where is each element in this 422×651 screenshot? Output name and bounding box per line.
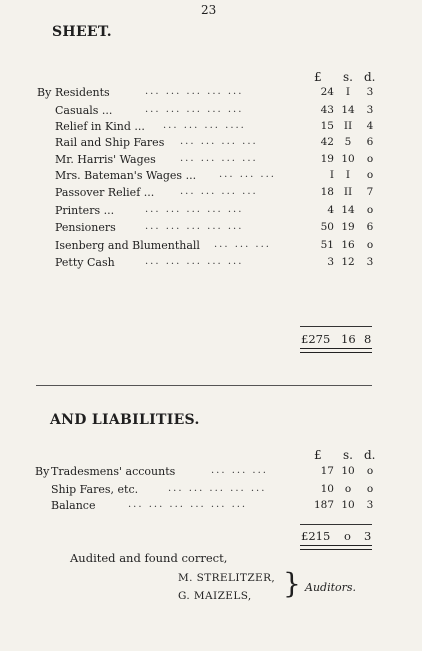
leader-dots: ... ... ... ... ... xyxy=(168,483,267,494)
shillings-value: 10 xyxy=(341,465,355,477)
pounds-value: 18 xyxy=(320,186,334,198)
shillings-value: 10 xyxy=(341,499,355,511)
by-prefix: By xyxy=(37,86,52,99)
pence-value: o xyxy=(366,153,374,165)
line-item-label: Rail and Ship Fares xyxy=(55,136,165,149)
shilling-header: s. xyxy=(343,70,353,84)
leader-dots: ... ... ... ... ... xyxy=(145,221,244,232)
pence-value: o xyxy=(366,483,374,495)
line-item-label: Isenberg and Blumenthall xyxy=(55,239,200,252)
by-prefix: By xyxy=(35,465,50,478)
line-item-label: Petty Cash xyxy=(55,256,115,269)
total-pence: 8 xyxy=(364,332,372,346)
pence-value: 3 xyxy=(366,86,374,98)
line-item-label: Balance xyxy=(51,499,96,512)
line-item-label: Tradesmens' accounts xyxy=(51,465,176,478)
pound-header: £ xyxy=(314,448,322,462)
pence-value: o xyxy=(366,465,374,477)
pence-value: 6 xyxy=(366,136,374,148)
total-shillings: 16 xyxy=(341,332,356,346)
pounds-value: 24 xyxy=(320,86,334,98)
shillings-value: 14 xyxy=(341,204,355,216)
line-item-label: Passover Relief ... xyxy=(55,186,155,199)
total-top-rule xyxy=(300,524,372,525)
shillings-value: II xyxy=(343,186,353,198)
total-pounds: £215 xyxy=(301,529,331,543)
shilling-header: s. xyxy=(343,448,353,462)
pence-value: 3 xyxy=(366,104,374,116)
shillings-value: o xyxy=(344,483,352,495)
leader-dots: ... ... ... ... ... ... xyxy=(128,499,248,510)
pence-value: o xyxy=(366,239,374,251)
pounds-value: 15 xyxy=(320,120,334,132)
brace-glyph: } xyxy=(283,567,301,600)
liabilities-heading: AND LIABILITIES. xyxy=(50,412,200,428)
pounds-value: 42 xyxy=(320,136,334,148)
leader-dots: ... ... ... ... ... xyxy=(145,204,244,215)
line-item-label: Residents xyxy=(55,86,110,99)
pence-value: 6 xyxy=(366,221,374,233)
leader-dots: ... ... ... .... xyxy=(163,120,246,131)
leader-dots: ... ... ... ... ... xyxy=(145,256,244,267)
line-item-label: Casuals ... xyxy=(55,104,113,117)
leader-dots: ... ... ... ... ... xyxy=(145,104,244,115)
leader-dots: ... ... ... xyxy=(219,169,276,180)
line-item-label: Mrs. Bateman's Wages ... xyxy=(55,169,197,182)
pounds-value: 3 xyxy=(327,256,334,268)
line-item-label: Pensioners xyxy=(55,221,116,234)
section-divider xyxy=(36,385,372,386)
total-double-rule xyxy=(300,545,372,550)
pounds-value: 19 xyxy=(320,153,334,165)
shillings-value: 5 xyxy=(344,136,352,148)
shillings-value: 14 xyxy=(341,104,355,116)
page-number: 23 xyxy=(201,3,217,17)
line-item-label: Relief in Kind ... xyxy=(55,120,145,133)
total-pence: 3 xyxy=(364,529,372,543)
shillings-value: 16 xyxy=(341,239,355,251)
line-item-label: Printers ... xyxy=(55,204,115,217)
pounds-value: 51 xyxy=(320,239,334,251)
pounds-value: 17 xyxy=(320,465,334,477)
pounds-value: 50 xyxy=(320,221,334,233)
pence-value: 3 xyxy=(366,256,374,268)
pence-header: d. xyxy=(364,448,376,462)
pence-value: o xyxy=(366,204,374,216)
total-shillings: o xyxy=(344,529,351,543)
pence-header: d. xyxy=(364,70,376,84)
auditor-name-1: M. STRELITZER, xyxy=(178,572,276,584)
pound-header: £ xyxy=(314,70,322,84)
pounds-value: 4 xyxy=(327,204,334,216)
shillings-value: I xyxy=(345,86,351,98)
auditors-label: Auditors. xyxy=(305,581,357,594)
leader-dots: ... ... ... ... xyxy=(180,153,258,164)
shillings-value: II xyxy=(343,120,353,132)
pounds-value: I xyxy=(329,169,334,181)
leader-dots: ... ... ... ... xyxy=(180,186,258,197)
leader-dots: ... ... ... ... xyxy=(180,136,258,147)
pence-value: o xyxy=(366,169,374,181)
total-double-rule xyxy=(300,348,372,353)
leader-dots: ... ... ... xyxy=(214,239,271,250)
pence-value: 3 xyxy=(366,499,374,511)
shillings-value: 12 xyxy=(341,256,355,268)
pounds-value: 10 xyxy=(320,483,334,495)
leader-dots: ... ... ... xyxy=(211,465,268,476)
total-pounds: £275 xyxy=(301,332,331,346)
line-item-label: Mr. Harris' Wages xyxy=(55,153,156,166)
pounds-value: 43 xyxy=(320,104,334,116)
line-item-label: Ship Fares, etc. xyxy=(51,483,139,496)
leader-dots: ... ... ... ... ... xyxy=(145,86,244,97)
shillings-value: 19 xyxy=(341,221,355,233)
audit-statement: Audited and found correct, xyxy=(70,551,228,565)
pounds-value: 187 xyxy=(313,499,334,511)
sheet-heading: SHEET. xyxy=(52,24,112,40)
shillings-value: 10 xyxy=(341,153,355,165)
pence-value: 4 xyxy=(366,120,374,132)
auditor-name-2: G. MAIZELS, xyxy=(178,590,252,602)
pence-value: 7 xyxy=(366,186,374,198)
shillings-value: I xyxy=(345,169,351,181)
total-top-rule xyxy=(300,326,372,327)
